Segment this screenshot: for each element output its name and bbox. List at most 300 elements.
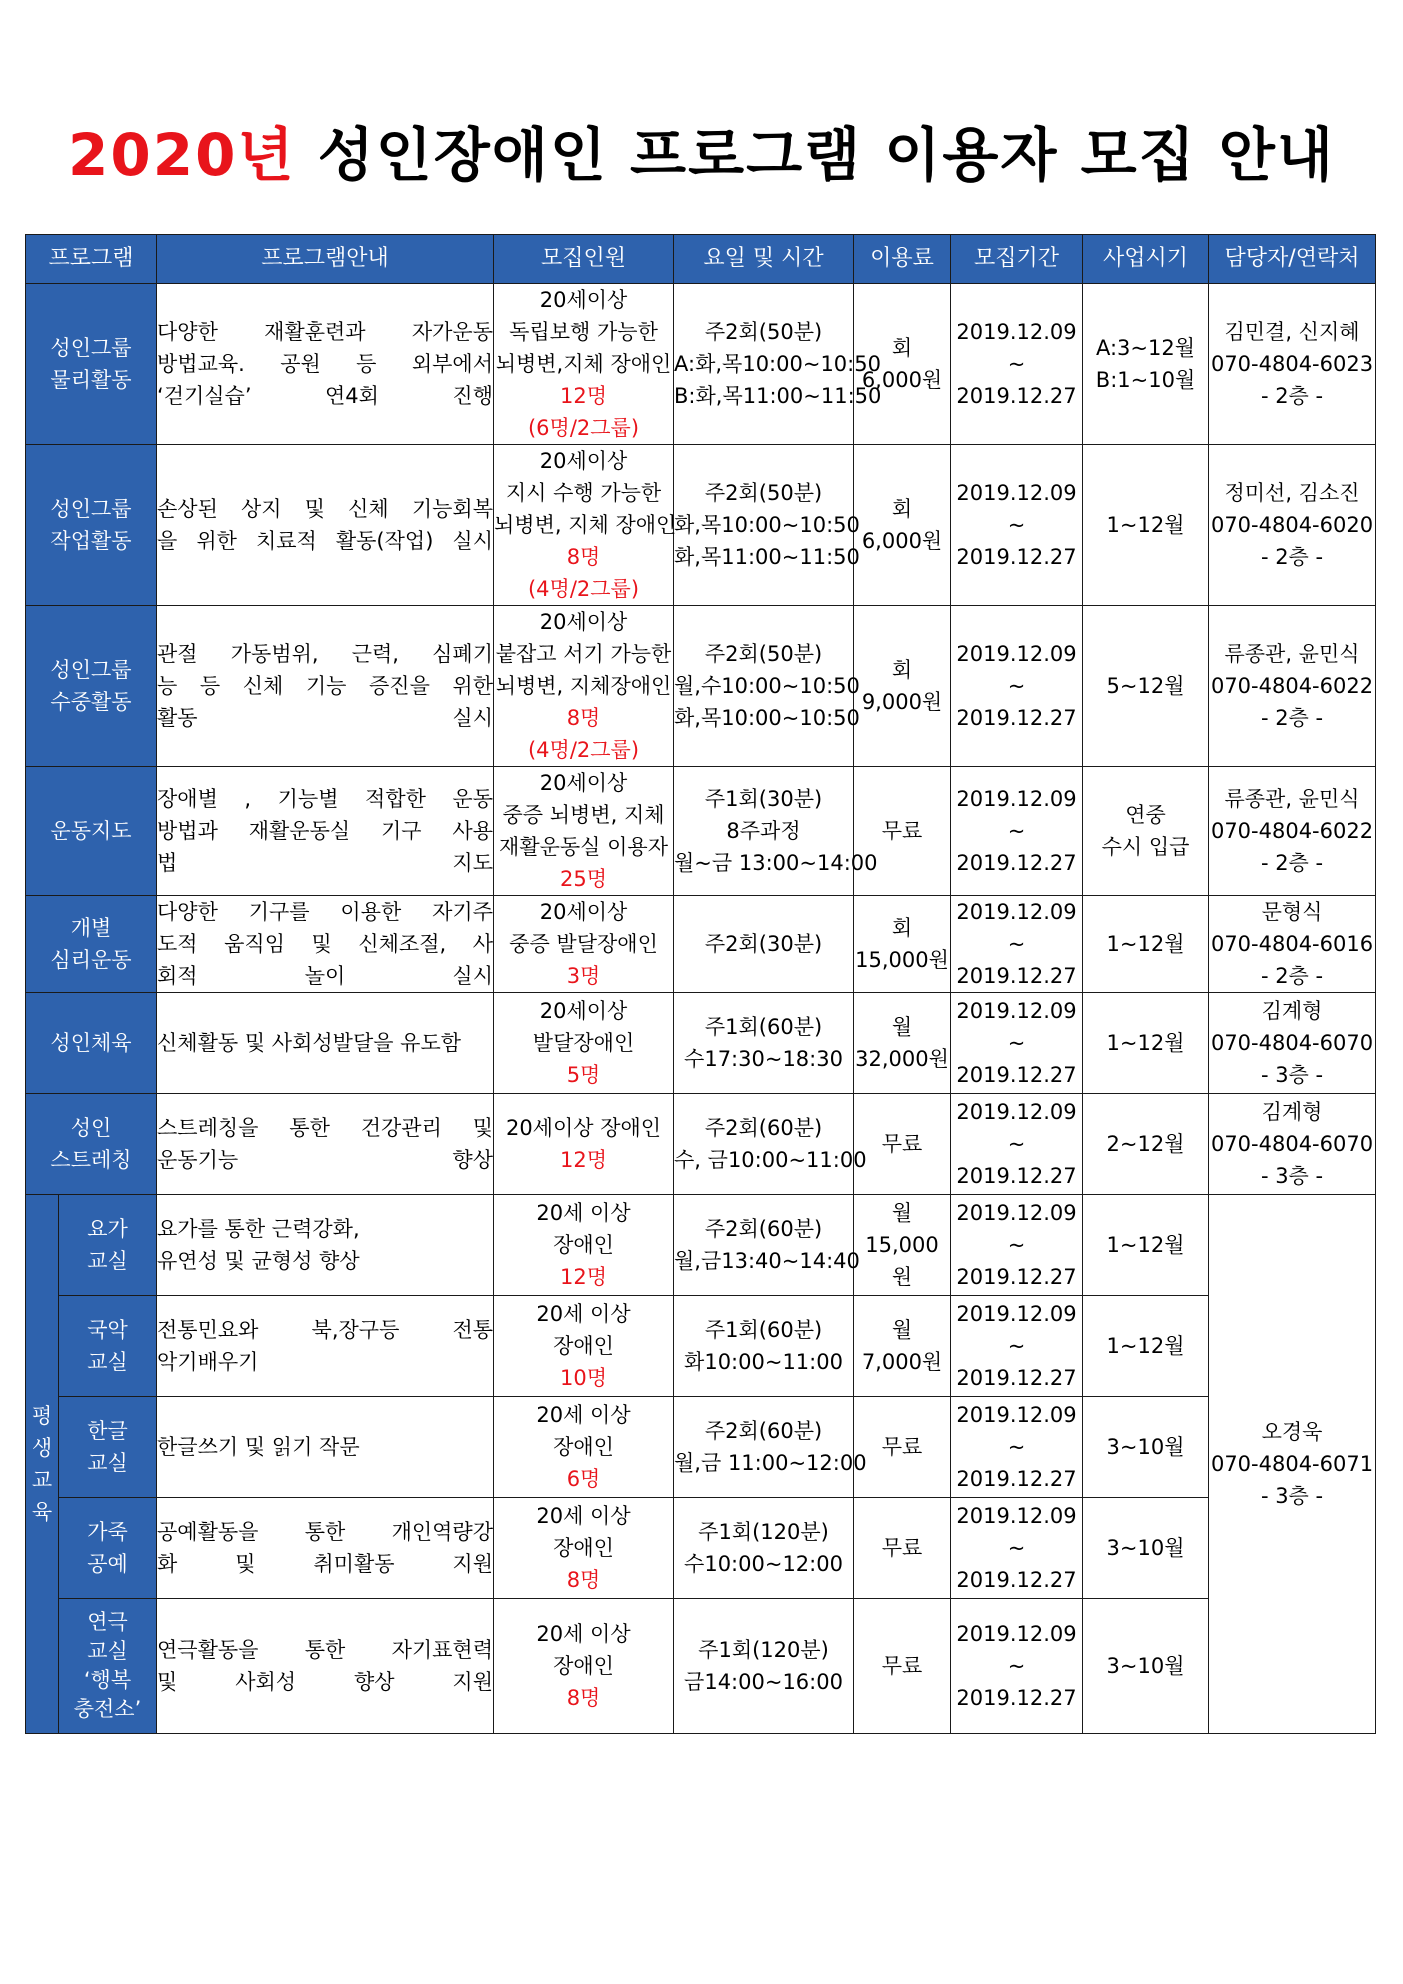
table-row (26, 1195, 1376, 1296)
cell-line: ~ (1007, 1132, 1026, 1156)
recruit-info (494, 1498, 674, 1599)
operating-season (1083, 1397, 1209, 1498)
cell-line: 9,000원 (861, 690, 943, 714)
cell-line: 2019.12.27 (956, 1265, 1077, 1289)
program-description (157, 1498, 494, 1599)
cell-line: 20세이상 (539, 449, 628, 473)
cell-line: (4명/2그룹) (527, 577, 640, 601)
cell-line: 주2회(50분) (704, 642, 823, 666)
cell-line: 주2회(50분) (704, 481, 823, 505)
cell-line: 20세이상 (539, 771, 628, 795)
cell-line: 무료 (881, 1536, 923, 1560)
cell-line: 주1회(30분) (704, 787, 823, 811)
cell-line: 연극활동을 통한 자기표현력 (157, 1638, 494, 1662)
cell-line: 2019.12.27 (956, 384, 1077, 408)
cell-line: 장애인 (553, 1233, 614, 1257)
cell-line: 물리활동 (50, 368, 132, 392)
cell-line: 20세이상 장애인 (505, 1116, 662, 1140)
cell-line: 류종관, 윤민식 (1224, 642, 1360, 666)
program-description (157, 606, 494, 767)
cell-line: 6명 (566, 1467, 601, 1491)
fee (854, 1498, 951, 1599)
program-name (59, 1498, 157, 1599)
cell-line: 2019.12.27 (956, 851, 1077, 875)
cell-line: 2019.12.09 (956, 1100, 1077, 1124)
schedule (674, 1094, 867, 1195)
column-header: 사업시기 (1083, 235, 1209, 284)
program-description (157, 896, 494, 993)
cell-line: 주1회(120분) (698, 1638, 829, 1662)
cell-line: 월 (891, 1015, 913, 1039)
program-name (26, 767, 157, 896)
fee (854, 284, 951, 445)
schedule (674, 896, 854, 993)
cell-line: 070-4804-6022 (1210, 819, 1374, 843)
cell-line: 수17:30~18:30 (684, 1047, 843, 1071)
operating-season (1083, 1094, 1209, 1195)
cell-line: 주1회(120분) (698, 1520, 829, 1544)
recruit-info (494, 767, 674, 896)
fee (854, 445, 951, 606)
operating-season (1083, 896, 1209, 993)
operating-season (1083, 445, 1209, 606)
cell-line: - 2층 - (1260, 706, 1324, 730)
cell-line: 1~12월 (1106, 1233, 1185, 1257)
schedule (674, 284, 882, 445)
fee (854, 1094, 951, 1195)
cell-line: 개별 (70, 916, 112, 940)
cell-line: 070-4804-6071 (1210, 1452, 1374, 1476)
cell-line: 요가를 통한 근력강화, (157, 1217, 360, 1241)
cell-line: 화,목10:00~10:50 (674, 513, 860, 537)
recruit-info (494, 1296, 674, 1397)
fee (854, 1599, 951, 1734)
program-name (59, 1296, 157, 1397)
cell-line: 1~12월 (1106, 932, 1185, 956)
cell-line: 주1회(60분) (704, 1318, 823, 1342)
cell-line: 월 (891, 1318, 913, 1342)
cell-line: 성인그룹 (50, 497, 132, 521)
recruit-period (951, 1599, 1083, 1734)
cell-line: 류종관, 윤민식 (1224, 787, 1360, 811)
cell-line: ~ (1007, 1334, 1026, 1358)
cell-line: 2019.12.27 (956, 1164, 1077, 1188)
title-text: 성인장애인 프로그램 이용자 모집 안내 (317, 121, 1335, 189)
cell-line: 무료 (881, 1435, 923, 1459)
cell-line: 월 (891, 1201, 913, 1225)
cell-line: 성인그룹 (50, 336, 132, 360)
cell-line: 오경욱 (1261, 1420, 1323, 1444)
cell-line: 화,목10:00~10:50 (674, 706, 860, 730)
cell-line: 15,000원 (855, 948, 949, 972)
cell-line: 2019.12.09 (956, 900, 1077, 924)
cell-line: 2019.12.27 (956, 1366, 1077, 1390)
recruit-info (494, 1094, 674, 1195)
table-row (26, 1296, 1376, 1397)
column-header: 프로그램 (26, 235, 157, 284)
cell-line: - 2층 - (1260, 384, 1324, 408)
fee (854, 993, 951, 1094)
program-description (157, 993, 494, 1094)
cell-line: 교실 (87, 1639, 128, 1663)
cell-line: 월,금 11:00~12:00 (674, 1451, 867, 1475)
recruit-info (494, 445, 677, 606)
cell-line: 2019.12.27 (956, 1568, 1077, 1592)
cell-line: 15,000 (865, 1233, 939, 1257)
cell-line: 성인체육 (50, 1031, 132, 1055)
recruit-period (951, 284, 1083, 445)
cell-line: 충전소’ (73, 1697, 142, 1721)
cell-line: 20세이상 (539, 900, 628, 924)
cell-line: 화,목11:00~11:50 (674, 545, 860, 569)
cell-line: 운동기능 향상 (157, 1148, 494, 1172)
operating-season (1083, 1195, 1209, 1296)
table-row (26, 993, 1376, 1094)
schedule (674, 445, 860, 606)
cell-line: 회 (891, 658, 913, 682)
table-row (26, 767, 1376, 896)
cell-line: 뇌병변, 지체장애인 (495, 674, 672, 698)
program-name (59, 1195, 157, 1296)
program-name (26, 606, 157, 767)
cell-line: 활동 실시 (157, 706, 494, 730)
column-header: 담당자/연락처 (1209, 235, 1376, 284)
cell-line: 20세이상 (539, 999, 628, 1023)
cell-line: 생 (31, 1436, 53, 1460)
recruit-info (494, 284, 674, 445)
recruit-period (951, 1498, 1083, 1599)
cell-line: - 2층 - (1260, 545, 1324, 569)
recruit-info (494, 1397, 674, 1498)
cell-line: 2019.12.09 (956, 1622, 1077, 1646)
cell-line: 3~10월 (1106, 1536, 1185, 1560)
contact (1209, 767, 1376, 896)
cell-line: 한글 (87, 1419, 128, 1443)
cell-line: 장애인 (553, 1334, 614, 1358)
table-row (26, 284, 1376, 445)
cell-line: 2019.12.09 (956, 481, 1077, 505)
cell-line: 2019.12.27 (956, 545, 1077, 569)
cell-line: 공예활동을 통한 개인역량강 (157, 1520, 494, 1544)
cell-line: ‘걷기실습’ 연4회 진행 (157, 384, 494, 408)
page-title (0, 108, 1403, 192)
cell-line: 독립보행 가능한 (509, 320, 658, 344)
cell-line: 성인 (70, 1116, 112, 1140)
cell-line: 2019.12.27 (956, 1063, 1077, 1087)
cell-line: 도적 움직임 및 신체조절, 사 (157, 932, 494, 956)
cell-line: 8주과정 (726, 819, 801, 843)
cell-line: 20세 이상 (536, 1201, 631, 1225)
operating-season (1083, 606, 1209, 767)
cell-line: 을 위한 치료적 활동(작업) 실시 (157, 529, 494, 553)
cell-line: 법 지도 (157, 851, 494, 875)
program-description (157, 445, 494, 606)
cell-line: 수10:00~12:00 (684, 1552, 843, 1576)
cell-line: 화10:00~11:00 (684, 1350, 843, 1374)
cell-line: 20세이상 (539, 288, 628, 312)
cell-line: - 2층 - (1260, 964, 1324, 988)
cell-line: 장애별 , 기능별 적합한 운동 (157, 787, 494, 811)
cell-line: 요가 (87, 1217, 128, 1241)
cell-line: 국악 (87, 1318, 128, 1342)
cell-line: 2019.12.09 (956, 1504, 1077, 1528)
cell-line: 전통민요와 북,장구등 전통 (157, 1318, 494, 1342)
schedule (674, 1599, 854, 1734)
cell-line: 12명 (560, 1265, 608, 1289)
cell-line: 20세 이상 (536, 1622, 631, 1646)
cell-line: 방법교육. 공원 등 외부에서 (157, 352, 494, 376)
cell-line: 주2회(60분) (704, 1419, 823, 1443)
cell-line: 화 및 취미활동 지원 (157, 1552, 494, 1576)
program-description (157, 284, 494, 445)
cell-line: (6명/2그룹) (527, 416, 640, 440)
cell-line: 뇌병변,지체 장애인 (495, 352, 672, 376)
cell-line: ~ (1007, 513, 1026, 537)
cell-line: 20세 이상 (536, 1504, 631, 1528)
cell-line: 070-4804-6016 (1210, 932, 1374, 956)
cell-line: ~ (1007, 932, 1026, 956)
cell-line: 070-4804-6023 (1210, 352, 1374, 376)
fee (854, 767, 951, 896)
cell-line: A:화,목10:00~10:50 (674, 352, 881, 376)
program-description (157, 767, 494, 896)
schedule (674, 1498, 854, 1599)
cell-line: 2019.12.09 (956, 999, 1077, 1023)
cell-line: 방법과 재활운동실 기구 사용 (157, 819, 494, 843)
cell-line: 연중 (1125, 803, 1166, 827)
column-header: 프로그램안내 (157, 235, 494, 284)
recruit-info (494, 1195, 674, 1296)
cell-line: 회 (891, 336, 913, 360)
cell-line: 연극 (87, 1610, 128, 1634)
cell-line: 교 (31, 1468, 53, 1492)
contact (1209, 606, 1376, 767)
table-row (26, 896, 1376, 993)
cell-line: 5명 (566, 1063, 601, 1087)
contact (1209, 445, 1376, 606)
cell-line: 2019.12.09 (956, 320, 1077, 344)
column-header: 모집인원 (494, 235, 674, 284)
cell-line: 070-4804-6070 (1210, 1132, 1374, 1156)
cell-line: 운동지도 (50, 819, 132, 843)
table-row (26, 606, 1376, 767)
program-name (26, 896, 157, 993)
cell-line: 김계형 (1261, 1100, 1323, 1124)
cell-line: 무료 (881, 1132, 923, 1156)
cell-line: 무료 (881, 819, 923, 843)
cell-line: ‘행복 (83, 1668, 132, 1692)
recruit-info (494, 606, 674, 767)
program-name (59, 1397, 157, 1498)
cell-line: 1~12월 (1106, 513, 1185, 537)
cell-line: 뇌병변, 지체 장애인 (494, 513, 677, 537)
table-row (26, 1498, 1376, 1599)
cell-line: 한글쓰기 및 읽기 작문 (157, 1435, 360, 1459)
cell-line: (4명/2그룹) (527, 738, 640, 762)
operating-season (1083, 1296, 1209, 1397)
recruit-period (951, 445, 1083, 606)
cell-line: A:3~12월 (1095, 336, 1196, 360)
cell-line: - 3층 - (1260, 1484, 1324, 1508)
cell-line: 다양한 기구를 이용한 자기주 (157, 900, 494, 924)
cell-line: B:화,목11:00~11:50 (674, 384, 882, 408)
cell-line: 6,000원 (861, 529, 943, 553)
cell-line: 20세 이상 (536, 1302, 631, 1326)
recruit-period (951, 767, 1083, 896)
cell-line: 2019.12.09 (956, 787, 1077, 811)
cell-line: 신체활동 및 사회성발달을 유도함 (157, 1031, 462, 1055)
program-description (157, 1296, 494, 1397)
column-header: 이용료 (854, 235, 951, 284)
program-name (26, 993, 157, 1094)
cell-line: 1~12월 (1106, 1031, 1185, 1055)
cell-line: - 2층 - (1260, 851, 1324, 875)
schedule (674, 993, 854, 1094)
cell-line: 070-4804-6070 (1210, 1031, 1374, 1055)
cell-line: 유연성 및 균형성 향상 (157, 1249, 360, 1273)
cell-line: 지시 수행 가능한 (505, 481, 662, 505)
program-table (25, 234, 1376, 1734)
cell-line: 장애인 (553, 1435, 614, 1459)
cell-line: 회 (891, 497, 913, 521)
cell-line: 10명 (560, 1366, 608, 1390)
column-header: 모집기간 (951, 235, 1083, 284)
cell-line: 7,000원 (861, 1350, 943, 1374)
cell-line: 붙잡고 서기 가능한 (495, 642, 672, 666)
cell-line: 손상된 상지 및 신체 기능회복 (157, 497, 494, 521)
cell-line: 2019.12.27 (956, 1686, 1077, 1710)
cell-line: 장애인 (553, 1536, 614, 1560)
cell-line: 월,금13:40~14:40 (674, 1249, 860, 1273)
column-header: 요일 및 시간 (674, 235, 854, 284)
recruit-period (951, 606, 1083, 767)
cell-line: 악기배우기 (157, 1350, 259, 1374)
table-row (26, 1397, 1376, 1498)
contact (1209, 284, 1376, 445)
program-description (157, 1397, 494, 1498)
recruit-period (951, 896, 1083, 993)
cell-line: 1~12월 (1106, 1334, 1185, 1358)
cell-line: 2019.12.09 (956, 1302, 1077, 1326)
cell-line: 가죽 (87, 1520, 128, 1544)
cell-line: 중증 뇌병변, 지체 (502, 803, 665, 827)
cell-line: 및 사회성 향상 지원 (157, 1670, 494, 1694)
cell-line: 2019.12.27 (956, 706, 1077, 730)
contact (1209, 1195, 1376, 1734)
cell-line: 12명 (560, 1148, 608, 1172)
cell-line: 3명 (566, 964, 601, 988)
cell-line: ~ (1007, 1233, 1026, 1257)
cell-line: 070-4804-6020 (1210, 513, 1374, 537)
recruit-period (951, 1397, 1083, 1498)
cell-line: 중증 발달장애인 (509, 932, 658, 956)
cell-line: 교실 (87, 1451, 128, 1475)
cell-line: 주2회(30분) (704, 932, 823, 956)
cell-line: 김계형 (1261, 999, 1323, 1023)
cell-line: 2~12월 (1106, 1132, 1185, 1156)
recruit-period (951, 1094, 1083, 1195)
cell-line: 스트레칭 (50, 1148, 132, 1172)
schedule (674, 1296, 854, 1397)
table-row (26, 1599, 1376, 1734)
cell-line: 육 (31, 1500, 53, 1524)
title-year: 2020년 (68, 121, 296, 189)
fee (854, 896, 951, 993)
cell-line: 정미선, 김소진 (1224, 481, 1360, 505)
cell-line: 12명 (560, 384, 608, 408)
cell-line: ~ (1007, 1031, 1026, 1055)
cell-line: 2019.12.09 (956, 1201, 1077, 1225)
operating-season (1083, 284, 1209, 445)
cell-line: 회 (891, 916, 913, 940)
schedule (674, 767, 878, 896)
program-description (157, 1094, 494, 1195)
cell-line: 070-4804-6022 (1210, 674, 1374, 698)
schedule (674, 1397, 867, 1498)
table-row (26, 445, 1376, 606)
cell-line: 관절 가동범위, 근력, 심폐기 (157, 642, 494, 666)
schedule (674, 606, 860, 767)
cell-line: ~ (1007, 352, 1026, 376)
cell-line: 다양한 재활훈련과 자가운동 (157, 320, 494, 344)
cell-line: 2019.12.27 (956, 1467, 1077, 1491)
cell-line: 주2회(60분) (704, 1217, 823, 1241)
cell-line: 2019.12.09 (956, 642, 1077, 666)
operating-season (1083, 993, 1209, 1094)
program-name (26, 284, 157, 445)
cell-line: 발달장애인 (532, 1031, 635, 1055)
recruit-period (951, 993, 1083, 1094)
cell-line: 5~12월 (1106, 674, 1185, 698)
cell-line: B:1~10월 (1095, 368, 1196, 392)
operating-season (1083, 1498, 1209, 1599)
cell-line: 2019.12.09 (956, 1403, 1077, 1427)
cell-line: 공예 (87, 1552, 128, 1576)
cell-line: 무료 (881, 1654, 923, 1678)
cell-line: 8명 (566, 706, 601, 730)
cell-line: 월,수10:00~10:50 (674, 674, 860, 698)
cell-line: 재활운동실 이용자 (499, 835, 668, 859)
recruit-info (494, 1599, 674, 1734)
cell-line: 스트레칭을 통한 건강관리 및 (157, 1116, 494, 1140)
recruit-period (951, 1195, 1083, 1296)
contact (1209, 993, 1376, 1094)
cell-line: 3~10월 (1106, 1654, 1185, 1678)
cell-line: 수중활동 (50, 690, 132, 714)
recruit-info (494, 993, 674, 1094)
program-name (26, 445, 157, 606)
cell-line: 교실 (87, 1249, 128, 1273)
operating-season (1083, 1599, 1209, 1734)
cell-line: 8명 (566, 545, 601, 569)
program-description (157, 1599, 494, 1734)
cell-line: 금14:00~16:00 (684, 1670, 843, 1694)
cell-line: 주1회(60분) (704, 1015, 823, 1039)
cell-line: 김민결, 신지혜 (1224, 320, 1360, 344)
cell-line: 3~10월 (1106, 1435, 1185, 1459)
cell-line: 장애인 (553, 1654, 614, 1678)
cell-line: 원 (891, 1265, 913, 1289)
lifelong-category (26, 1195, 59, 1734)
schedule (674, 1195, 860, 1296)
cell-line: 20세이상 (539, 610, 628, 634)
cell-line: 회적 놀이 실시 (157, 964, 494, 988)
cell-line: 성인그룹 (50, 658, 132, 682)
cell-line: 평 (31, 1404, 53, 1428)
cell-line: ~ (1007, 819, 1026, 843)
fee (854, 1195, 951, 1296)
program-name (26, 1094, 157, 1195)
